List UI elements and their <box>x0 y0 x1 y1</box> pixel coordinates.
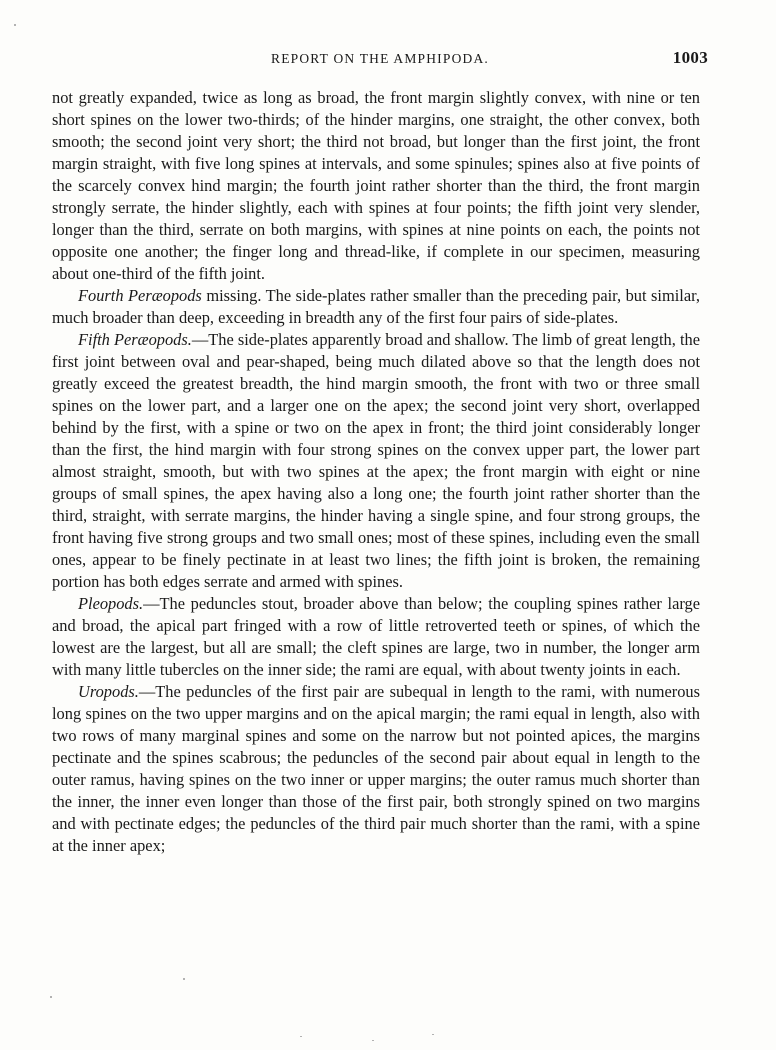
paragraph-uropods <box>52 681 700 857</box>
paper-speck <box>50 996 52 998</box>
paragraph-text: —The peduncles of the first pair are subequal in length to the rami, with numerous long spines on the two upper margins and on the apical margin; the rami equal in length, also with two rows of many marginal spines and some on the narrow but not pointed apices, the margins pectinate and the spines scabrous; the peduncles of the second pair about equal in length to the outer ramus, having spines on the two inner or upper margins; the outer ramus much shorter than the inner, the inner even longer than those of the first pair, both strongly spined on two margins and with pectinate edges; the peduncles of the third pair much shorter than the rami, with a spine at the inner apex; <box>52 682 700 855</box>
paragraph-text: missing. The side-plates rather smaller than the preceding pair, but similar, much broader than deep, exceeding in breadth any of the first four pairs of side-plates. <box>52 286 701 327</box>
paragraph-lead-heading: Fourth Peræopods <box>78 286 202 305</box>
paper-speck <box>432 1034 434 1035</box>
body-text <box>52 87 700 857</box>
paragraph-lead-heading: Fifth Peræopods. <box>78 330 192 349</box>
paragraph-text: not greatly expanded, twice as long as broad, the front margin slightly convex, with nine or ten short spines on the lower two-thirds; of the hinder margins, one straight, the other convex, both smooth; the second joint very short; the third not broad, but longer than the first joint, the front margin straight, with five long spines at intervals, and some spinules; spines also at five points of the scarcely convex hind margin; the fourth joint rather shorter than the third, the front margin strongly serrate, the hinder slightly, each with spines at four points; the fifth joint very slender, longer than the third, serrate on both margins, with spines at nine points on each, the points not opposite one another; the finger long and thread-like, if complete in our specimen, measuring about one-third of the fifth joint. <box>52 88 700 283</box>
paper-speck <box>372 1040 374 1041</box>
page-number: 1003 <box>672 48 708 67</box>
paragraph-text: —The peduncles stout, broader above than below; the coupling spines rather large and broad, the apical part fringed with a row of little retroverted teeth or spines, of which the lowest are the largest, but all are small; the cleft spines are large, two in number, the longer arm with many little tubercles on the inner side; the rami are equal, with about twenty joints in each. <box>52 594 700 679</box>
paragraph-lead-heading: Uropods. <box>78 682 139 701</box>
paper-speck <box>300 1036 302 1037</box>
paper-speck <box>183 978 185 980</box>
paragraph-fifth-peraeopods <box>52 329 700 593</box>
paragraph-fourth-peraeopods <box>52 285 700 329</box>
paper-speck <box>14 24 16 26</box>
running-header <box>52 48 708 70</box>
paragraph-text: —The side-plates apparently broad and shallow. The limb of great length, the first joint between oval and pear-shaped, being much dilated above so that the length does not greatly exceed the greatest breadth, the hind margin smooth, the front with two or three small spines on the lower part, and a larger one on the apex; the second joint very short, overlapped behind by the first, with a spine or two on the apex in front; the third joint considerably longer than the first, the hind margin with four strong spines on the convex upper part, the lower part almost straight, smooth, but with two spines at the apex; the front margin with eight or nine groups of small spines, the apex having also a long one; the fourth joint rather shorter than the third, straight, with serrate margins, the hinder having a single spine, and four strong groups, the front having five strong groups and two small ones; most of these spines, including even the small ones, appear to be finely pectinate in at least two lines; the fifth joint is broken, the remaining portion has both edges serrate and armed with spines. <box>52 330 700 591</box>
paragraph-lead-heading: Pleopods. <box>78 594 144 613</box>
paragraph-continuation <box>52 87 700 285</box>
running-title: REPORT ON THE AMPHIPODA. <box>270 51 490 66</box>
paragraph-pleopods <box>52 593 700 681</box>
